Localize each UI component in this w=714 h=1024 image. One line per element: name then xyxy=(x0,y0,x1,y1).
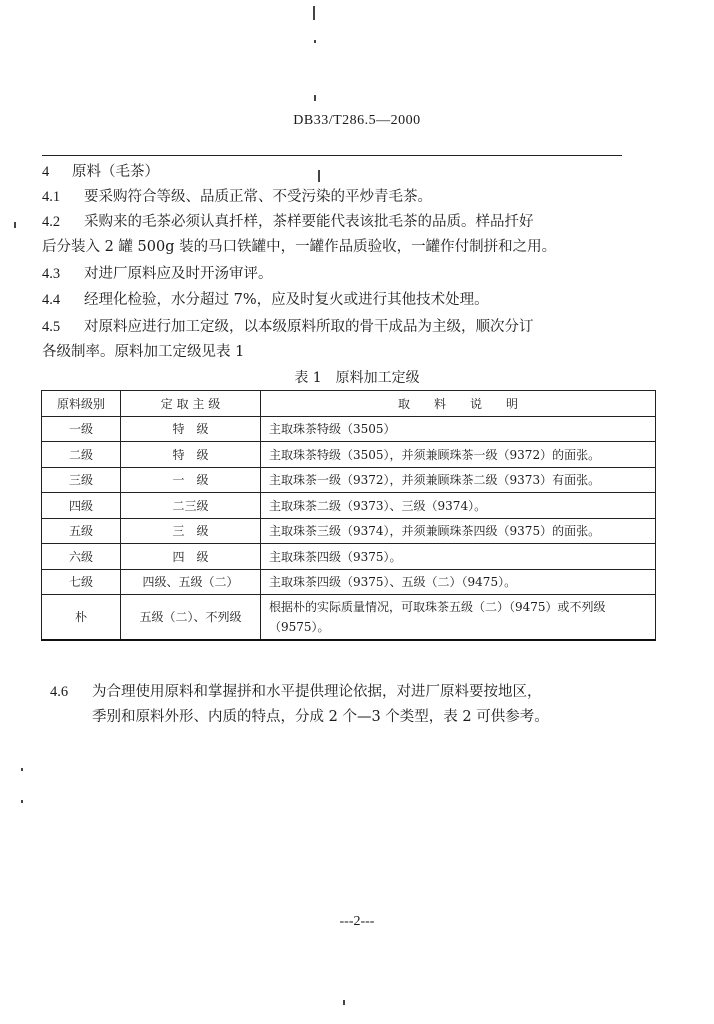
table-row xyxy=(42,544,656,570)
scan-speck xyxy=(343,1000,345,1005)
table-row xyxy=(42,442,656,468)
table-caption: 表 1 原料加工定级 xyxy=(294,370,420,386)
scan-speck xyxy=(14,222,16,228)
clause-4-2-continued: 后分装入 2 罐 500g 装的马口铁罐中，一罐作品质验收，一罐作付制拼和之用。 xyxy=(42,239,557,255)
description-cell: 主取珠茶三级（9374），并须兼顾珠茶四级（9375）的面张。 xyxy=(261,518,656,544)
main-grade-cell: 特 级 xyxy=(121,416,261,442)
column-header-grade: 原料级别 xyxy=(42,391,121,417)
grading-table xyxy=(41,390,656,641)
clause-4-1 xyxy=(42,185,642,209)
description-cell: 主取珠茶特级（3505），并须兼顾珠茶一级（9372）的面张。 xyxy=(261,442,656,468)
clause-4-2 xyxy=(42,210,642,234)
table-row xyxy=(42,569,656,595)
main-grade-cell: 一 级 xyxy=(121,467,261,493)
description-cell: 主取珠茶四级（9375）。 xyxy=(261,544,656,570)
clause-text: 对进厂原料应及时开汤审评。 xyxy=(84,266,273,282)
grade-cell: 四级 xyxy=(42,493,121,519)
main-grade-cell: 三 级 xyxy=(121,518,261,544)
scan-speck xyxy=(21,768,23,771)
clause-number: 4.5 xyxy=(42,319,61,335)
section-title: 原料（毛茶） xyxy=(72,164,159,180)
grade-cell: 七级 xyxy=(42,569,121,595)
clause-4-5-continued: 各级制率。原料加工定级见表 1 xyxy=(42,344,245,360)
clause-text: 经理化检验，水分超过 7%，应及时复火或进行其他技术处理。 xyxy=(84,292,489,308)
clause-number: 4.4 xyxy=(42,292,61,308)
clause-text: 为合理使用原料和掌握拼和水平提供理论依据，对进厂原料要按地区， xyxy=(92,684,542,700)
scan-speck xyxy=(21,800,23,803)
doc-code: DB33/T286.5—2000 xyxy=(293,113,421,128)
section-number: 4 xyxy=(42,164,50,180)
table-row xyxy=(42,467,656,493)
section-heading xyxy=(42,160,642,184)
description-cell: 主取珠茶四级（9375）、五级（二）（9475）。 xyxy=(261,569,656,595)
description-cell: 主取珠茶特级（3505） xyxy=(261,416,656,442)
clause-4-6 xyxy=(50,680,650,704)
table-row xyxy=(42,595,656,641)
grade-cell: 朴 xyxy=(42,595,121,641)
clause-number: 4.1 xyxy=(42,189,61,205)
description-cell: 主取珠茶一级（9372），并须兼顾珠茶二级（9373）有面张。 xyxy=(261,467,656,493)
main-grade-cell: 四级、五级（二） xyxy=(121,569,261,595)
grade-cell: 二级 xyxy=(42,442,121,468)
clause-number: 4.3 xyxy=(42,266,61,282)
table-row xyxy=(42,416,656,442)
column-header-description: 取 料 说 明 xyxy=(261,391,656,417)
clause-text: 要采购符合等级、品质正常、不受污染的平炒青毛茶。 xyxy=(84,189,432,205)
grade-cell: 一级 xyxy=(42,416,121,442)
scan-speck xyxy=(314,40,316,43)
grade-cell: 五级 xyxy=(42,518,121,544)
clause-4-6-continued: 季别和原料外形、内质的特点，分成 2 个—3 个类型，表 2 可供参考。 xyxy=(92,709,549,725)
main-grade-cell: 五级（二）、不列级 xyxy=(121,595,261,641)
grade-cell: 六级 xyxy=(42,544,121,570)
clause-4-3 xyxy=(42,262,642,286)
clause-4-4 xyxy=(42,288,642,312)
table-row xyxy=(42,518,656,544)
main-grade-cell: 特 级 xyxy=(121,442,261,468)
description-cell: 根据朴的实际质量情况，可取珠茶五级（二）（9475）或不列级（9575）。 xyxy=(261,595,656,641)
page-number: ---2--- xyxy=(339,914,375,929)
main-grade-cell: 四 级 xyxy=(121,544,261,570)
clause-text: 采购来的毛茶必须认真扦样，茶样要能代表该批毛茶的品质。样品扦好 xyxy=(84,214,534,230)
table-row xyxy=(42,493,656,519)
description-cell: 主取珠茶二级（9373）、三级（9374）。 xyxy=(261,493,656,519)
scan-speck xyxy=(314,95,316,101)
scan-speck xyxy=(313,6,315,20)
clause-number: 4.6 xyxy=(50,684,69,700)
table-header-row xyxy=(42,391,656,417)
scan-speck xyxy=(318,170,320,182)
grade-cell: 三级 xyxy=(42,467,121,493)
main-grade-cell: 二三级 xyxy=(121,493,261,519)
header-rule xyxy=(42,155,622,156)
clause-4-5 xyxy=(42,315,642,339)
column-header-main-grade: 定 取 主 级 xyxy=(121,391,261,417)
clause-text: 对原料应进行加工定级，以本级原料所取的骨干成品为主级，顺次分订 xyxy=(84,319,534,335)
clause-number: 4.2 xyxy=(42,214,61,230)
